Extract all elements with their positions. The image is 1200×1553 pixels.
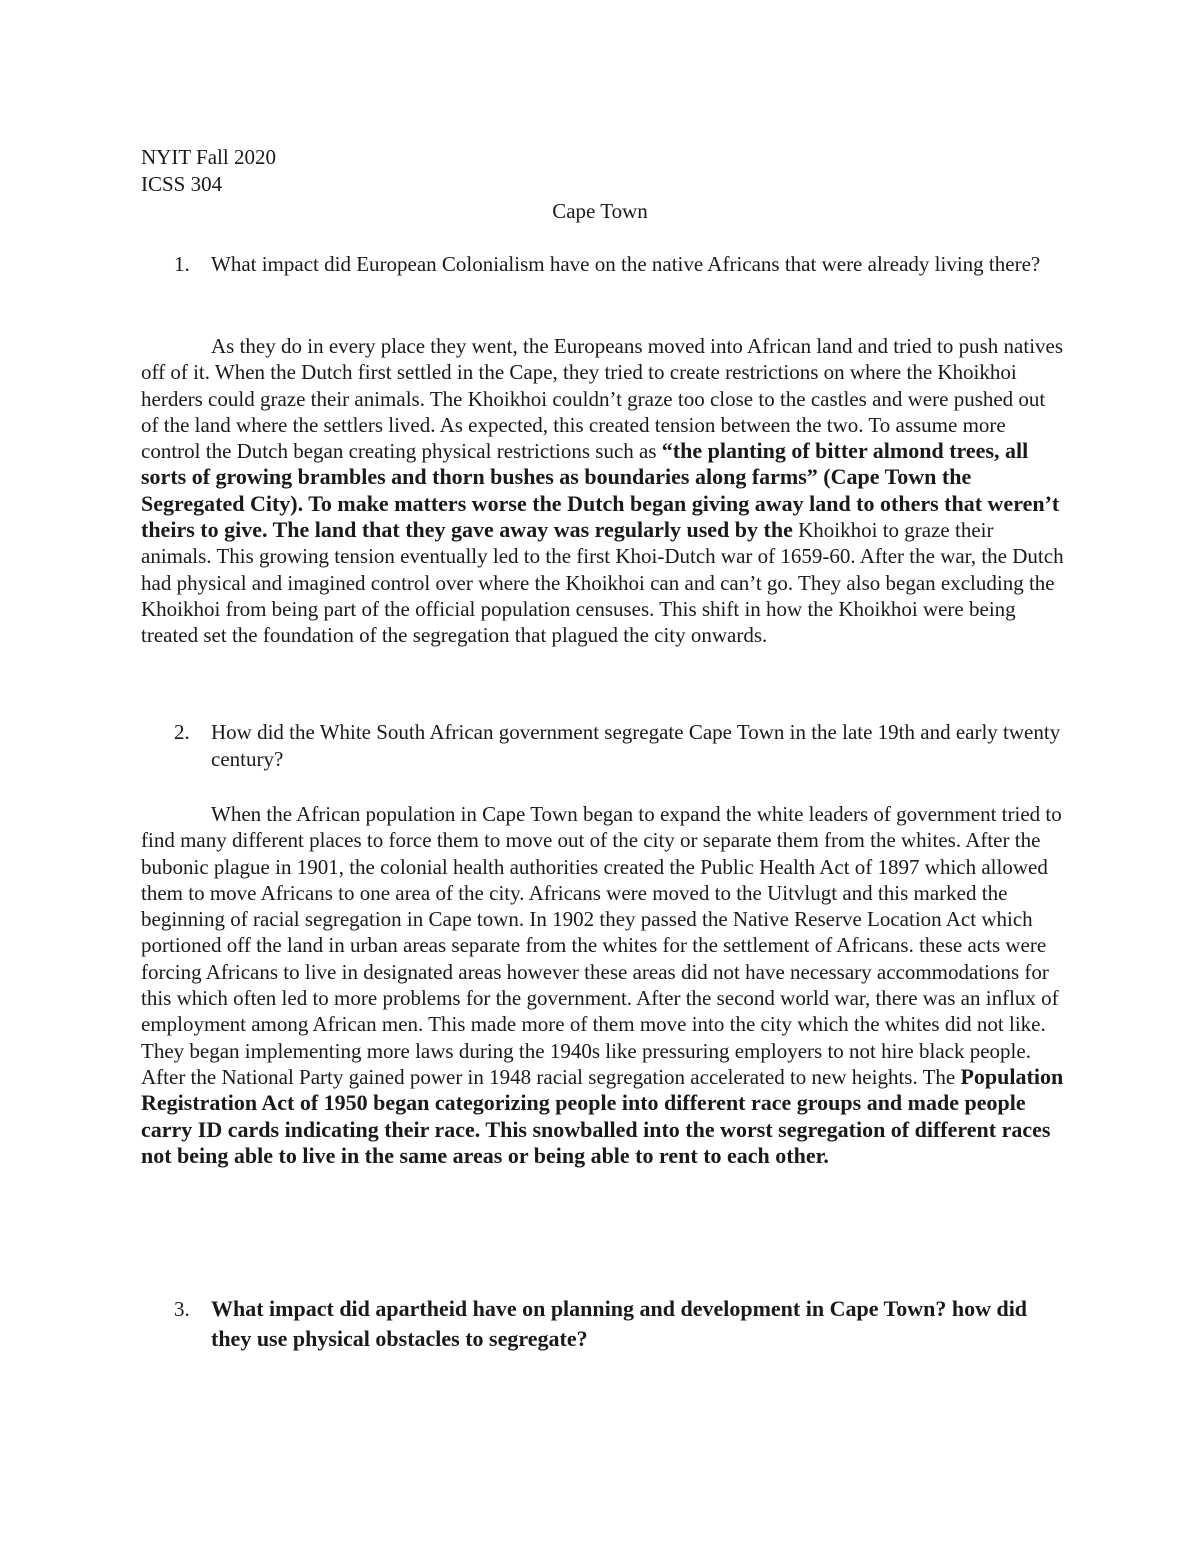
answer-text: As they do in every place they went, the Europeans moved into African land and tried to push natives off of it. When the Dutch first settled in the Cape, they tried to create restrictions on where the Khoikhoi herders could graze their animals. The Khoikhoi couldn’t graze too close to the castles and were pushed out of the land where the settlers lived. As expected, this created tension between the two. To assume more control the Dutch began creating physical restrictions such as — [141, 334, 1064, 464]
question-1 — [141, 251, 1071, 278]
answer-bold-text: “the planting of bitter almond trees, all sorts of growing brambles and thorn bushes as boundaries along farms” (Cape Town the Segregated City). To make matters worse the Dutch began giving away land to others that weren’t theirs to give. The land that they gave away was regularly used by the — [141, 438, 1060, 543]
answer-bold-text: Population Registration Act of 1950 began categorizing people into different race groups and made people carry ID cards indicating their race. This snowballed into the worst segregation of different races not being able to live in the same areas or being able to rent to each other. — [141, 1063, 1064, 1168]
question-text: What impact did European Colonialism have on the native Africans that were already living there? — [211, 252, 1041, 276]
question-number: 1. — [174, 252, 190, 276]
question-number: 3. — [174, 1297, 190, 1321]
document-title: Cape Town — [552, 199, 648, 223]
question-text: How did the White South African government segregate Cape Town in the late 19th and early twenty century? — [211, 720, 1061, 771]
answer-text: Khoikhoi to graze their animals. This growing tension eventually led to the first Khoi-Dutch war of 1659-60. After the war, the Dutch had physical and imagined control over where the Khoikhoi can and can’t go. They also began excluding the Khoikhoi from being part of the official population censuses. This shift in how the Khoikhoi were being treated set the foundation of the segregation that plagued the city onwards. — [141, 518, 1064, 648]
answer-1 — [141, 333, 1066, 649]
course-term: NYIT Fall 2020 — [141, 145, 276, 169]
answer-2 — [141, 801, 1066, 1169]
question-2 — [141, 719, 1071, 773]
question-3 — [141, 1294, 1071, 1354]
answer-text: When the African population in Cape Town began to expand the white leaders of government tried to find many different places to force them to move out of the city or separate them from the whites. After the bubonic plague in 1901, the colonial health authorities created the Public Health Act of 1897 which allowed them to move Africans to one area of the city. Africans were moved to the Uitvlugt and this marked the beginning of racial segregation in Cape town. In 1902 they passed the Native Reserve Location Act which portioned off the land in urban areas separate from the whites for the settlement of Africans. these acts were forcing Africans to live in designated areas however these areas did not have necessary accommodations for this which often led to more problems for the government. After the second world war, there was an influx of employment among African men. This made more of them move into the city which the whites did not like. They began implementing more laws during the 1940s like pressuring employers to not hire black people. After the National Party gained power in 1948 racial segregation accelerated to new heights. The — [141, 802, 1062, 1089]
question-number: 2. — [174, 720, 190, 744]
question-text: What impact did apartheid have on planning and development in Cape Town? how did they use physical obstacles to segregate? — [211, 1296, 1028, 1351]
course-code: ICSS 304 — [141, 172, 223, 196]
